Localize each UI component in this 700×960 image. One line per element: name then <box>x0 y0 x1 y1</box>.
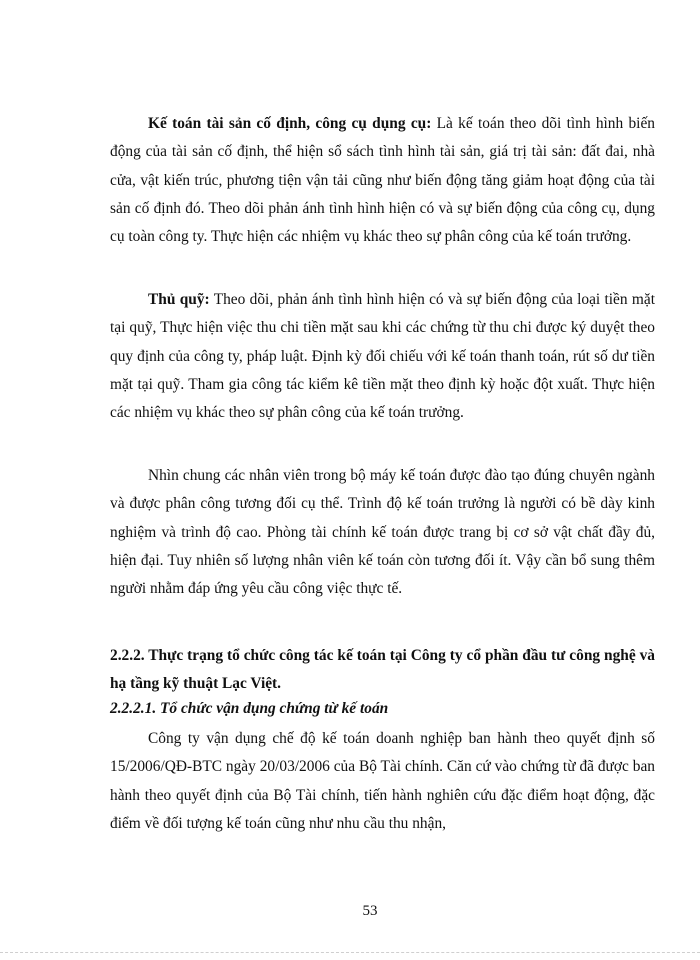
subsection-heading: 2.2.2.1. Tổ chức vận dụng chứng từ kế toán <box>110 700 389 717</box>
paragraph-cashier <box>110 286 655 427</box>
paragraph-body-fixed-assets: Là kế toán theo dõi tình hình biến động của tài sản cố định, thể hiện sổ sách tình hình tài sản, giá trị tài sản: đất đai, nhà cửa, vật kiến trúc, phương tiện vận tải cũng như biến động tăng giảm hoạt động của tài sản cố định đó. Theo dõi phản ánh tình hình hiện có và sự biến động của công cụ, dụng cụ toàn công ty. Thực hiện các nhiệm vụ khác theo sự phân công của kế toán trưởng. <box>110 115 655 246</box>
paragraph-lead-fixed-assets: Kế toán tài sản cố định, công cụ dụng cụ: <box>148 115 432 132</box>
page-number: 53 <box>362 903 378 919</box>
section-heading: 2.2.2. Thực trạng tổ chức công tác kế toán tại Công ty cổ phần đầu tư công nghệ và hạ tầng kỹ thuật Lạc Việt. <box>110 647 655 693</box>
paragraph-overview: Nhìn chung các nhân viên trong bộ máy kế toán được đào tạo đúng chuyên ngành và được phân công tương đối cụ thể. Trình độ kế toán trưởng là người có bề dày kinh nghiệm và trình độ cao. Phòng tài chính kế toán được trang bị cơ sở vật chất đầy đủ, hiện đại. Tuy nhiên số lượng nhân viên kế toán còn tương đối ít. Vậy cần bổ sung thêm người nhằm đáp ứng yêu cầu công việc thực tế. <box>110 467 655 598</box>
page-bottom-rule <box>0 952 700 953</box>
paragraph-documents: Công ty vận dụng chế độ kế toán doanh nghiệp ban hành theo quyết định số 15/2006/QĐ-BTC ngày 20/03/2006 của Bộ Tài chính. Căn cứ vào chứng từ đã được ban hành theo quyết định của Bộ Tài chính, tiến hành nghiên cứu đặc điểm hoạt động, đặc điểm về đối tượng kế toán cũng như nhu cầu thu nhận, <box>110 730 655 832</box>
paragraph-fixed-assets <box>110 110 655 251</box>
paragraph-body-cashier: Theo dõi, phản ánh tình hình hiện có và sự biến động của loại tiền mặt tại quỹ, Thực hiện việc thu chi tiền mặt sau khi các chứng từ thu chi được ký duyệt theo quy định của công ty, pháp luật. Định kỳ đối chiếu với kế toán thanh toán, rút số dư tiền mặt tại quỹ. Tham gia công tác kiểm kê tiền mặt theo định kỳ hoặc đột xuất. Thực hiện các nhiệm vụ khác theo sự phân công của kế toán trưởng. <box>110 291 655 422</box>
paragraph-lead-cashier: Thủ quỹ: <box>148 291 210 308</box>
